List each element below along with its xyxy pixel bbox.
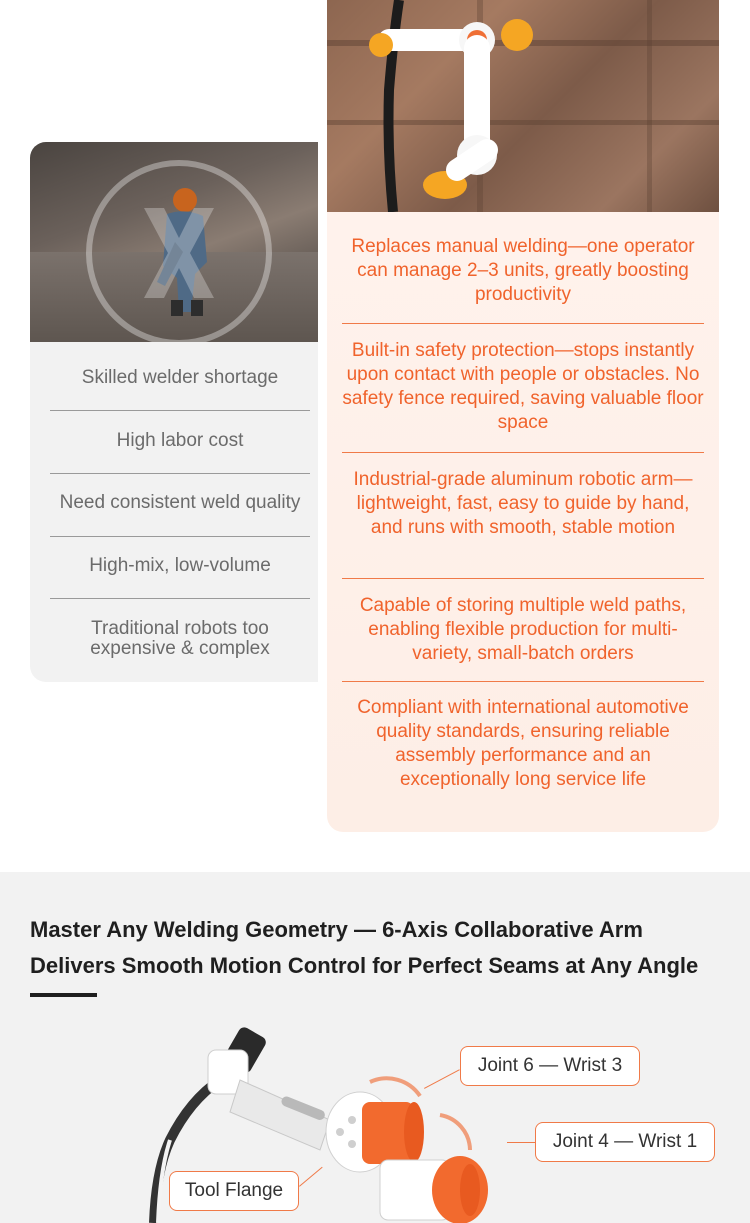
problem-item: Skilled welder shortage	[81, 367, 279, 388]
section-heading	[30, 912, 730, 984]
benefit-item: Compliant with international automotive quality standards, ensuring reliable assembly performance and an exceptionally long service life	[357, 697, 689, 790]
heading-underline	[30, 993, 97, 997]
manual-welder-photo	[30, 142, 318, 342]
divider	[50, 410, 310, 411]
problems-card	[30, 142, 318, 682]
divider	[342, 578, 704, 579]
x-mark-icon	[86, 160, 272, 342]
divider	[50, 473, 310, 474]
heading-line-1: Master Any Welding Geometry — 6-Axis Collaborative Arm	[30, 917, 643, 942]
benefit-item: Capable of storing multiple weld paths, enabling flexible production for multi-variety, small-batch orders	[359, 595, 687, 664]
benefit-item: Built-in safety protection—stops instantly upon contact with people or obstacles. No safety fence required, saving valuable floor space	[342, 340, 704, 433]
callout-joint6: Joint 6 — Wrist 3	[460, 1046, 640, 1086]
callout-joint4: Joint 4 — Wrist 1	[535, 1122, 715, 1162]
divider	[50, 598, 310, 599]
problem-item: High-mix, low-volume	[89, 555, 271, 576]
callout-tool-flange: Tool Flange	[169, 1171, 299, 1211]
cobot-arm-illustration	[327, 0, 719, 212]
problem-item: Need consistent weld quality	[59, 492, 301, 513]
cobot-welding-photo	[327, 0, 719, 212]
problem-item: Traditional robots too expensive & complex	[90, 618, 270, 659]
leader-line	[507, 1142, 535, 1143]
divider	[342, 681, 704, 682]
divider	[50, 536, 310, 537]
problem-item: High labor cost	[116, 430, 244, 451]
divider	[342, 323, 704, 324]
benefit-item: Replaces manual welding—one operator can manage 2–3 units, greatly boosting productivity	[351, 236, 695, 305]
benefit-item: Industrial-grade aluminum robotic arm—lightweight, fast, easy to guide by hand, and runs with smooth, stable motion	[353, 469, 693, 538]
divider	[342, 452, 704, 453]
heading-line-2: Delivers Smooth Motion Control for Perfect Seams at Any Angle	[30, 953, 699, 978]
